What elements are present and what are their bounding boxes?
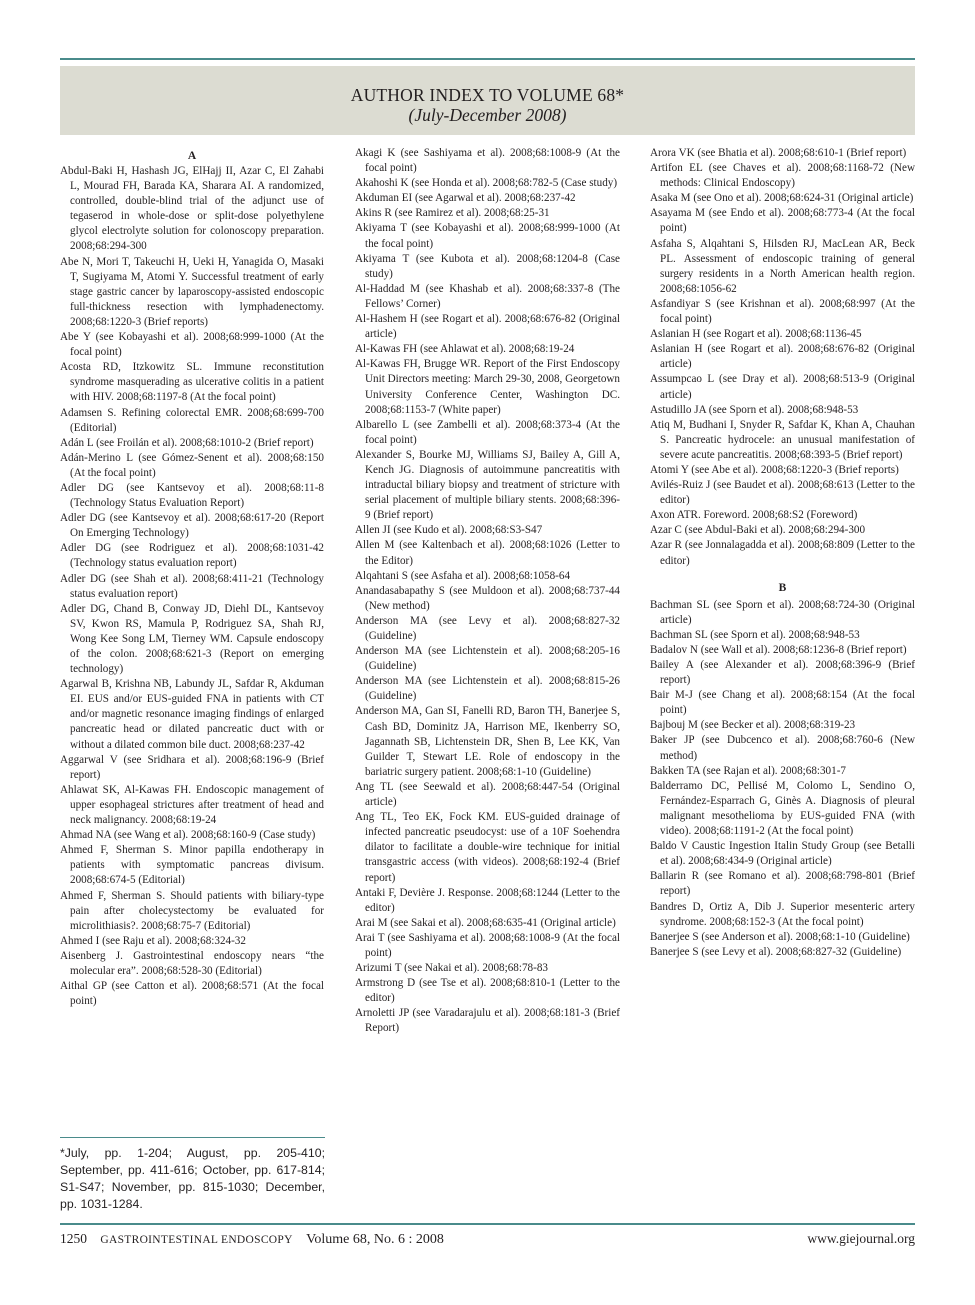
index-entry: Aisenberg J. Gastrointestinal endoscopy nears “the molecular era”. 2008;68:528-30 (Editorial)	[60, 949, 324, 977]
index-entry: Antaki F, Devière J. Response. 2008;68:1244 (Letter to the editor)	[355, 886, 620, 914]
index-entry: Abe N, Mori T, Takeuchi H, Ueki H, Yanagida O, Masaki T, Sugiyama M, Atomi Y. Successful treatment of early stage gastric cancer by laparoscopy-assisted endoscopic full-thickness resection with lymphadenectomy. 2008;68:1220-3 (Brief reports)	[60, 255, 324, 328]
index-entry: Adán-Merino L (see Gómez-Senent et al). 2008;68:150 (At the focal point)	[60, 451, 324, 479]
index-entry: Avilés-Ruiz J (see Baudet et al). 2008;68:613 (Letter to the editor)	[650, 479, 915, 507]
index-entry: Asfaha S, Alqahtani S, Hilsden RJ, MacLean AR, Beck PL. Assessment of endoscopic training of general surgery residents in a North American health region. 2008;68:1056-62	[650, 237, 915, 295]
journal-website[interactable]: www.giejournal.org	[807, 1231, 915, 1246]
volume-info: Volume 68, No. 6 : 2008	[306, 1232, 444, 1247]
index-entry: Akahoshi K (see Honda et al). 2008;68:782-5 (Case study)	[355, 177, 618, 190]
index-entry: Bandres D, Ortiz A, Dib J. Superior mesenteric artery syndrome. 2008;68:152-3 (At the focal point)	[650, 900, 915, 928]
index-entry: Arai T (see Sashiyama et al). 2008;68:1008-9 (At the focal point)	[355, 931, 620, 959]
index-entry: Ahmad NA (see Wang et al). 2008;68:160-9 (Case study)	[60, 829, 316, 842]
index-entry: Assumpcao L (see Dray et al). 2008;68:513-9 (Original article)	[650, 373, 915, 401]
index-entry: Astudillo JA (see Sporn et al). 2008;68:948-53	[650, 403, 859, 416]
index-entry: Ballarin R (see Romano et al). 2008;68:798-801 (Brief report)	[650, 870, 915, 898]
entry-list	[650, 598, 915, 960]
index-entry: Badalov N (see Wall et al). 2008;68:1236-8 (Brief report)	[650, 643, 907, 656]
index-entry: Anderson MA (see Lichtenstein et al). 2008;68:205-16 (Guideline)	[355, 645, 620, 673]
index-entry: Aithal GP (see Catton et al). 2008;68:571 (At the focal point)	[60, 980, 324, 1008]
index-entry: Arizumi T (see Nakai et al). 2008;68:78-83	[355, 962, 548, 975]
index-entry: Allen M (see Kaltenbach et al). 2008;68:1026 (Letter to the Editor)	[355, 539, 620, 567]
index-entry: Adler DG (see Kantsevoy et al). 2008;68:11-8 (Technology Status Evaluation Report)	[60, 481, 324, 510]
index-entry: Allen JI (see Kudo et al). 2008;68:S3-S47	[355, 524, 543, 537]
index-entry: Banerjee S (see Anderson et al). 2008;68:1-10 (Guideline)	[650, 930, 910, 943]
footnote: *July, pp. 1-204; August, pp. 205-410; September, pp. 411-616; October, pp. 617-814; S1-S47; November, pp. 815-1030; December, pp. 1031-1284.	[60, 1146, 325, 1211]
index-entry: Al-Haddad M (see Khashab et al). 2008;68:337-8 (The Fellows’ Corner)	[355, 282, 620, 310]
index-entry: Bachman SL (see Sporn et al). 2008;68:724-30 (Original article)	[650, 598, 915, 626]
index-entry: Abe Y (see Kobayashi et al). 2008;68:999-1000 (At the focal point)	[60, 331, 324, 359]
index-entry: Adler DG, Chand B, Conway JD, Diehl DL, Kantsevoy SV, Kwon RS, Mamula P, Rodriguez SA, Shah RJ, Wong Kee Song LM, Tierney WM. Capsule endoscopy of the colon. 2008;68:621-3 (Report on emerging technology)	[60, 602, 324, 676]
index-entry: Atomi Y (see Abe et al). 2008;68:1220-3 (Brief reports)	[650, 463, 899, 476]
index-entry: Acosta RD, Itzkowitz SL. Immune reconstitution syndrome masquerading as ulcerative colitis in a patient with HIV. 2008;68:1197-8 (At the focal point)	[60, 361, 324, 404]
index-column-2	[355, 146, 620, 1037]
entry-list	[650, 146, 915, 569]
index-entry: Bair M-J (see Chang et al). 2008;68:154 (At the focal point)	[650, 689, 915, 717]
index-entry: Azar C (see Abdul-Baki et al). 2008;68:294-300	[650, 524, 866, 537]
index-entry: Balderramo DC, Pellisé M, Colomo L, Sendino O, Fernández-Esparrach G, Ginès A. Diagnosis of pleural malignant mesothelioma by EUS-guided FNA (with video). 2008;68:1191-2 (At the focal point)	[650, 779, 915, 838]
index-entry: Anderson MA (see Lichtenstein et al). 2008;68:815-26 (Guideline)	[355, 675, 620, 703]
index-entry: Aggarwal V (see Sridhara et al). 2008;68:196-9 (Brief report)	[60, 753, 324, 781]
footnote-rule	[60, 1137, 325, 1138]
index-entry: Bachman SL (see Sporn et al). 2008;68:948-53	[650, 628, 860, 641]
index-entry: Al-Kawas FH, Brugge WR. Report of the First Endoscopy Unit Directors meeting: March 29-30, 2008, Georgetown University Conference Center, Washington DC. 2008;68:1153-7 (White paper)	[355, 358, 620, 416]
index-entry: Akins R (see Ramirez et al). 2008;68:25-31	[355, 207, 550, 220]
index-entry: Albarello L (see Zambelli et al). 2008;68:373-4 (At the focal point)	[355, 418, 620, 446]
index-entry: Armstrong D (see Tse et al). 2008;68:810-1 (Letter to the editor)	[355, 977, 620, 1005]
page-footer	[60, 1231, 915, 1251]
index-entry: Ang TL (see Seewald et al). 2008;68:447-54 (Original article)	[355, 780, 620, 809]
entry-list	[60, 164, 324, 1009]
index-entry: Adler DG (see Shah et al). 2008;68:411-21 (Technology status evaluation report)	[60, 572, 324, 600]
journal-name: GASTROINTESTINAL ENDOSCOPY	[100, 1234, 293, 1246]
index-entry: Bakken TA (see Rajan et al). 2008;68:301-7	[650, 764, 846, 777]
page-number: 1250	[60, 1231, 87, 1246]
section-letter-a: A	[187, 150, 197, 162]
section-letter-b: B	[778, 581, 787, 594]
index-entry: Ahmed F, Sherman S. Should patients with biliary-type pain after cholecystectomy be evaluated for microlithiasis?. 2008;68:75-7 (Editorial)	[60, 889, 324, 932]
index-entry: Azar R (see Jonnalagadda et al). 2008;68:809 (Letter to the editor)	[650, 539, 915, 567]
index-entry: Ahmed F, Sherman S. Minor papilla endotherapy in patients with symptomatic pancreas divisum. 2008;68:674-5 (Editorial)	[60, 844, 324, 887]
bottom-rule	[60, 1223, 915, 1225]
index-entry: Anandasabapathy S (see Muldoon et al). 2008;68:737-44 (New method)	[355, 584, 620, 612]
index-entry: Adamsen S. Refining colorectal EMR. 2008;68:699-700 (Editorial)	[60, 406, 324, 434]
index-entry: Akduman EI (see Agarwal et al). 2008;68:237-42	[355, 192, 576, 205]
index-entry: Ahlawat SK, Al-Kawas FH. Endoscopic management of upper esophageal strictures after treatment of head and neck malignancy. 2008;68:19-24	[60, 783, 324, 827]
index-entry: Adán L (see Froilán et al). 2008;68:1010-2 (Brief report)	[60, 436, 314, 449]
index-entry: Bailey A (see Alexander et al). 2008;68:396-9 (Brief report)	[650, 659, 915, 687]
page-header	[60, 66, 915, 135]
page-subtitle: (July-December 2008)	[408, 105, 567, 125]
index-entry: Asayama M (see Endo et al). 2008;68:773-4 (At the focal point)	[650, 207, 915, 235]
top-rule	[60, 58, 915, 60]
index-entry: Asfandiyar S (see Krishnan et al). 2008;68:997 (At the focal point)	[650, 297, 915, 326]
index-entry: Akiyama T (see Kubota et al). 2008;68:1204-8 (Case study)	[355, 252, 620, 280]
index-column-1	[60, 146, 324, 1009]
index-entry: Anderson MA (see Levy et al). 2008;68:827-32 (Guideline)	[355, 614, 620, 642]
index-entry: Alqahtani S (see Asfaha et al). 2008;68:1058-64	[355, 569, 571, 582]
index-entry: Asaka M (see Ono et al). 2008;68:624-31 (Original article)	[650, 192, 914, 205]
index-entry: Agarwal B, Krishna NB, Labundy JL, Safdar R, Akduman EI. EUS and/or EUS-guided FNA in patients with CT and/or magnetic resonance imaging findings of enlarged pancreatic head or dilated pancreatic duct with or without a dilated common bile duct. 2008;68:237-42	[60, 678, 324, 751]
index-entry: Baker JP (see Dubcenco et al). 2008;68:760-6 (New method)	[650, 734, 915, 762]
index-entry: Adler DG (see Rodriguez et al). 2008;68:1031-42 (Technology status evaluation report)	[60, 542, 324, 570]
index-entry: Atiq M, Budhani I, Snyder R, Safdar K, Khan A, Chauhan S. Pancreatic hydrocele: an unusual manifestation of severe acute pancreatitis. 2008;68:393-5 (Brief report)	[650, 418, 915, 461]
index-entry: Akiyama T (see Kobayashi et al). 2008;68:999-1000 (At the focal point)	[355, 222, 620, 250]
index-entry: Abdul-Baki H, Hashash JG, ElHajj II, Azar C, El Zahabi L, Mourad FH, Barada KA, Sharara AI. A randomized, controlled, double-blind trial of the adjunct use of tegaserod in whole-dose or split-dose polyethylene glycol electrolyte solution for colonoscopy preparation. 2008;68:294-300	[60, 165, 324, 253]
index-entry: Arnoletti JP (see Varadarajulu et al). 2008;68:181-3 (Brief Report)	[355, 1007, 620, 1035]
page-title: AUTHOR INDEX TO VOLUME 68*	[350, 85, 625, 105]
index-column-3	[650, 146, 915, 960]
index-entry: Alexander S, Bourke MJ, Williams SJ, Bailey A, Gill A, Kench JG. Diagnosis of autoimmune pancreatitis with intraductal biliary biopsy and treatment of stricture with serial placement of multiple biliary stents. 2008;68:396-9 (Brief report)	[355, 448, 620, 522]
index-entry: Ahmed I (see Raju et al). 2008;68:324-32	[60, 934, 246, 947]
index-entry: Aslanian H (see Rogart et al). 2008;68:676-82 (Original article)	[650, 343, 915, 371]
index-entry: Banerjee S (see Levy et al). 2008;68:827-32 (Guideline)	[650, 945, 902, 958]
index-entry: Ang TL, Teo EK, Fock KM. EUS-guided drainage of infected pancreatic pseudocyst: use of a 10F Soehendra dilator to facilitate a double-wire technique for initial transgastric access (with videos). 2008;68:192-4 (Brief report)	[355, 811, 620, 884]
index-entry: Al-Hashem H (see Rogart et al). 2008;68:676-82 (Original article)	[355, 313, 620, 341]
index-entry: Artifon EL (see Chaves et al). 2008;68:1168-72 (New methods: Clinical Endoscopy)	[650, 162, 915, 190]
index-entry: Bajbouj M (see Becker et al). 2008;68:319-23	[650, 719, 856, 732]
index-entry: Anderson MA, Gan SI, Fanelli RD, Baron TH, Banerjee S, Cash BD, Dominitz JA, Harrison ME, Ikenberry SO, Jagannath SB, Lichtenstein DR, Shen B, Lee KK, Van Guilder T, Stewart LE. Role of endoscopy in the bariatric surgery patient. 2008;68:1-10 (Guideline)	[355, 705, 620, 778]
index-entry: Arai M (see Sakai et al). 2008;68:635-41 (Original article)	[355, 916, 616, 929]
index-entry: Arora VK (see Bhatia et al). 2008;68:610-1 (Brief report)	[650, 147, 907, 159]
index-entry: Axon ATR. Foreword. 2008;68:S2 (Foreword)	[650, 509, 858, 522]
index-entry: Adler DG (see Kantsevoy et al). 2008;68:617-20 (Report On Emerging Technology)	[60, 512, 324, 540]
entry-list	[355, 146, 620, 1037]
index-entry: Akagi K (see Sashiyama et al). 2008;68:1008-9 (At the focal point)	[355, 147, 620, 175]
index-entry: Aslanian H (see Rogart et al). 2008;68:1136-45	[650, 328, 862, 341]
index-entry: Baldo V Caustic Ingestion Italin Study Group (see Betalli et al). 2008;68:434-9 (Original article)	[650, 840, 915, 868]
index-entry: Al-Kawas FH (see Ahlawat et al). 2008;68:19-24	[355, 343, 575, 356]
